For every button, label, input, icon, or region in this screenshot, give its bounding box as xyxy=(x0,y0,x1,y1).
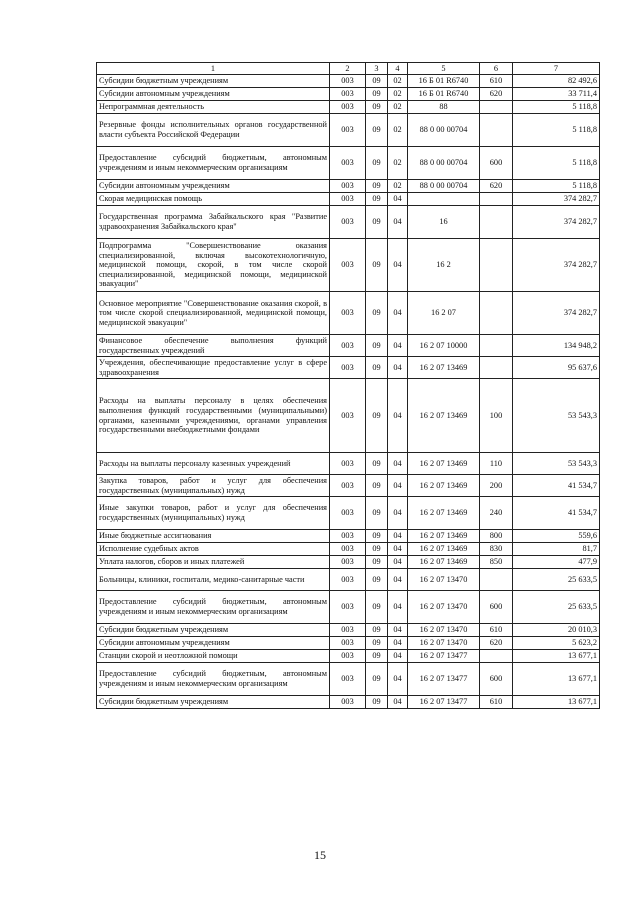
budget-table xyxy=(96,62,600,709)
row-value-cell: 09 xyxy=(366,624,388,637)
row-value-cell: 09 xyxy=(366,114,388,147)
row-value-cell: 09 xyxy=(366,591,388,624)
row-value-cell xyxy=(480,206,513,239)
header-cell: 4 xyxy=(388,63,408,75)
row-name-cell: Предоставление субсидий бюджетным, автономным учреждениям и иным некоммерческим организациям xyxy=(97,663,330,696)
row-name-cell: Резервные фонды исполнительных органов государственной власти субъекта Российской Федерации xyxy=(97,114,330,147)
row-value-cell: 13 677,1 xyxy=(513,650,600,663)
table-row xyxy=(97,663,600,696)
row-value-cell: 16 2 07 13469 xyxy=(408,453,480,475)
row-value-cell: 04 xyxy=(388,497,408,530)
row-value-cell: 003 xyxy=(330,206,366,239)
row-value-cell: 16 Б 01 R6740 xyxy=(408,75,480,88)
row-value-cell: 620 xyxy=(480,88,513,101)
row-value-cell: 02 xyxy=(388,114,408,147)
row-value-cell: 003 xyxy=(330,624,366,637)
row-name-cell: Финансовое обеспечение выполнения функций государственных учреждений xyxy=(97,335,330,357)
row-value-cell: 610 xyxy=(480,624,513,637)
row-value-cell: 04 xyxy=(388,650,408,663)
row-value-cell: 09 xyxy=(366,357,388,379)
row-value-cell: 95 637,6 xyxy=(513,357,600,379)
row-value-cell: 003 xyxy=(330,530,366,543)
row-name-cell: Уплата налогов, сборов и иных платежей xyxy=(97,556,330,569)
row-name-cell: Субсидии автономным учреждениям xyxy=(97,180,330,193)
row-value-cell xyxy=(480,335,513,357)
row-value-cell: 09 xyxy=(366,239,388,292)
row-value-cell: 559,6 xyxy=(513,530,600,543)
row-name-cell: Предоставление субсидий бюджетным, автономным учреждениям и иным некоммерческим организациям xyxy=(97,591,330,624)
table-row xyxy=(97,453,600,475)
row-value-cell: 16 2 07 13470 xyxy=(408,569,480,591)
table-row xyxy=(97,696,600,709)
row-value-cell: 16 2 07 13469 xyxy=(408,556,480,569)
row-value-cell: 09 xyxy=(366,543,388,556)
row-value-cell: 003 xyxy=(330,379,366,453)
row-value-cell: 003 xyxy=(330,357,366,379)
row-value-cell: 16 2 07 10000 xyxy=(408,335,480,357)
row-value-cell: 003 xyxy=(330,475,366,497)
row-name-cell: Субсидии бюджетным учреждениям xyxy=(97,75,330,88)
table-row xyxy=(97,379,600,453)
row-value-cell: 04 xyxy=(388,292,408,335)
row-value-cell: 374 282,7 xyxy=(513,292,600,335)
row-name-cell: Больницы, клиники, госпитали, медико-санитарные части xyxy=(97,569,330,591)
row-value-cell: 16 2 07 13469 xyxy=(408,543,480,556)
row-name-cell: Подпрограмма "Совершенствование оказания специализированной, включая высокотехнологичную, медицинской помощи, скорой, в том числе скорой специализированной, медицинской помощи, медицинской эвакуации" xyxy=(97,239,330,292)
row-value-cell: 53 543,3 xyxy=(513,453,600,475)
page-number: 15 xyxy=(314,848,326,862)
row-value-cell: 09 xyxy=(366,696,388,709)
row-value-cell: 88 0 00 00704 xyxy=(408,147,480,180)
row-value-cell: 100 xyxy=(480,379,513,453)
row-value-cell: 830 xyxy=(480,543,513,556)
row-value-cell: 003 xyxy=(330,88,366,101)
row-value-cell: 374 282,7 xyxy=(513,206,600,239)
row-name-cell: Станции скорой и неотложной помощи xyxy=(97,650,330,663)
row-value-cell: 610 xyxy=(480,696,513,709)
row-value-cell: 5 118,8 xyxy=(513,114,600,147)
row-value-cell: 13 677,1 xyxy=(513,696,600,709)
header-cell: 7 xyxy=(513,63,600,75)
row-value-cell: 16 2 07 13469 xyxy=(408,379,480,453)
row-value-cell: 09 xyxy=(366,650,388,663)
table-body xyxy=(97,63,600,709)
row-value-cell: 04 xyxy=(388,556,408,569)
row-value-cell: 5 118,8 xyxy=(513,101,600,114)
row-value-cell: 09 xyxy=(366,530,388,543)
row-value-cell: 200 xyxy=(480,475,513,497)
row-value-cell: 003 xyxy=(330,292,366,335)
table-row xyxy=(97,497,600,530)
table-row xyxy=(97,591,600,624)
row-value-cell: 003 xyxy=(330,591,366,624)
row-value-cell: 003 xyxy=(330,75,366,88)
row-value-cell: 04 xyxy=(388,475,408,497)
header-cell: 5 xyxy=(408,63,480,75)
table-row xyxy=(97,475,600,497)
table-row xyxy=(97,335,600,357)
row-name-cell: Субсидии бюджетным учреждениям xyxy=(97,696,330,709)
row-value-cell: 04 xyxy=(388,357,408,379)
row-value-cell: 003 xyxy=(330,335,366,357)
row-value-cell xyxy=(480,292,513,335)
row-value-cell: 04 xyxy=(388,206,408,239)
row-value-cell xyxy=(480,650,513,663)
row-value-cell: 16 2 07 13469 xyxy=(408,475,480,497)
row-value-cell: 850 xyxy=(480,556,513,569)
row-name-cell: Расходы на выплаты персоналу в целях обеспечения выполнения функций государственными (муниципальными) органами, казенными учреждениями, органами управления государственными внебюджетными фондами xyxy=(97,379,330,453)
row-value-cell: 800 xyxy=(480,530,513,543)
row-value-cell: 620 xyxy=(480,180,513,193)
row-name-cell: Учреждения, обеспечивающие предоставление услуг в сфере здравоохранения xyxy=(97,357,330,379)
row-value-cell: 134 948,2 xyxy=(513,335,600,357)
row-value-cell: 16 2 07 13477 xyxy=(408,650,480,663)
row-value-cell: 09 xyxy=(366,101,388,114)
row-value-cell: 04 xyxy=(388,591,408,624)
row-value-cell: 003 xyxy=(330,180,366,193)
row-value-cell: 16 2 07 13470 xyxy=(408,624,480,637)
row-value-cell: 5 623,2 xyxy=(513,637,600,650)
row-value-cell: 240 xyxy=(480,497,513,530)
table-row xyxy=(97,88,600,101)
table-row xyxy=(97,530,600,543)
row-value-cell: 5 118,8 xyxy=(513,180,600,193)
row-value-cell: 16 2 07 13469 xyxy=(408,497,480,530)
row-value-cell xyxy=(480,101,513,114)
row-value-cell: 003 xyxy=(330,497,366,530)
row-value-cell: 02 xyxy=(388,147,408,180)
row-value-cell: 33 711,4 xyxy=(513,88,600,101)
row-value-cell: 003 xyxy=(330,193,366,206)
row-value-cell xyxy=(480,114,513,147)
row-value-cell: 620 xyxy=(480,637,513,650)
row-value-cell: 003 xyxy=(330,696,366,709)
row-value-cell: 610 xyxy=(480,75,513,88)
row-value-cell: 20 010,3 xyxy=(513,624,600,637)
row-value-cell: 374 282,7 xyxy=(513,193,600,206)
header-cell: 3 xyxy=(366,63,388,75)
table-row xyxy=(97,637,600,650)
table-row xyxy=(97,193,600,206)
row-value-cell: 88 0 00 00704 xyxy=(408,180,480,193)
row-value-cell: 04 xyxy=(388,624,408,637)
row-value-cell: 374 282,7 xyxy=(513,239,600,292)
row-value-cell: 09 xyxy=(366,88,388,101)
row-name-cell: Расходы на выплаты персоналу казенных учреждений xyxy=(97,453,330,475)
table-row xyxy=(97,206,600,239)
row-value-cell: 04 xyxy=(388,543,408,556)
row-value-cell: 09 xyxy=(366,497,388,530)
row-value-cell: 41 534,7 xyxy=(513,497,600,530)
table-row xyxy=(97,569,600,591)
row-name-cell: Иные бюджетные ассигнования xyxy=(97,530,330,543)
table-row xyxy=(97,543,600,556)
row-value-cell: 600 xyxy=(480,147,513,180)
table-header-row xyxy=(97,63,600,75)
row-name-cell: Непрограммная деятельность xyxy=(97,101,330,114)
row-name-cell: Основное мероприятие "Совершенствование оказания скорой, в том числе скорой специализированной, медицинской помощи, медицинской эвакуации" xyxy=(97,292,330,335)
row-value-cell: 88 xyxy=(408,101,480,114)
header-cell: 6 xyxy=(480,63,513,75)
table-row xyxy=(97,101,600,114)
row-value-cell: 09 xyxy=(366,147,388,180)
row-value-cell: 04 xyxy=(388,663,408,696)
table-row xyxy=(97,75,600,88)
row-name-cell: Предоставление субсидий бюджетным, автономным учреждениям и иным некоммерческим организациям xyxy=(97,147,330,180)
row-value-cell xyxy=(480,569,513,591)
row-name-cell: Субсидии бюджетным учреждениям xyxy=(97,624,330,637)
row-value-cell xyxy=(480,357,513,379)
row-value-cell: 003 xyxy=(330,101,366,114)
table-row xyxy=(97,114,600,147)
row-value-cell: 09 xyxy=(366,637,388,650)
header-cell: 1 xyxy=(97,63,330,75)
row-value-cell: 04 xyxy=(388,193,408,206)
row-value-cell: 04 xyxy=(388,569,408,591)
table-row xyxy=(97,147,600,180)
row-value-cell: 09 xyxy=(366,663,388,696)
row-value-cell: 16 xyxy=(408,206,480,239)
row-value-cell: 09 xyxy=(366,569,388,591)
row-value-cell: 53 543,3 xyxy=(513,379,600,453)
row-value-cell: 09 xyxy=(366,453,388,475)
row-value-cell: 600 xyxy=(480,663,513,696)
row-value-cell: 003 xyxy=(330,637,366,650)
row-value-cell: 09 xyxy=(366,292,388,335)
row-value-cell: 16 Б 01 R6740 xyxy=(408,88,480,101)
row-name-cell: Иные закупки товаров, работ и услуг для обеспечения государственных (муниципальных) нужд xyxy=(97,497,330,530)
row-value-cell xyxy=(408,193,480,206)
row-value-cell: 16 2 07 13477 xyxy=(408,696,480,709)
row-value-cell: 003 xyxy=(330,147,366,180)
row-value-cell: 13 677,1 xyxy=(513,663,600,696)
row-value-cell: 003 xyxy=(330,114,366,147)
table-row xyxy=(97,239,600,292)
row-value-cell: 88 0 00 00704 xyxy=(408,114,480,147)
row-value-cell: 09 xyxy=(366,75,388,88)
row-value-cell: 09 xyxy=(366,206,388,239)
row-value-cell: 16 2 07 13477 xyxy=(408,663,480,696)
row-value-cell xyxy=(480,193,513,206)
row-name-cell: Государственная программа Забайкальского края "Развитие здравоохранения Забайкальского края" xyxy=(97,206,330,239)
row-name-cell: Исполнение судебных актов xyxy=(97,543,330,556)
row-value-cell: 09 xyxy=(366,475,388,497)
row-value-cell: 003 xyxy=(330,663,366,696)
table-row xyxy=(97,180,600,193)
row-value-cell: 16 2 07 xyxy=(408,292,480,335)
row-value-cell: 04 xyxy=(388,239,408,292)
row-name-cell: Субсидии автономным учреждениям xyxy=(97,88,330,101)
row-value-cell: 82 492,6 xyxy=(513,75,600,88)
row-value-cell: 02 xyxy=(388,101,408,114)
row-value-cell: 09 xyxy=(366,193,388,206)
row-value-cell: 25 633,5 xyxy=(513,569,600,591)
row-name-cell: Субсидии автономным учреждениям xyxy=(97,637,330,650)
table-row xyxy=(97,624,600,637)
row-value-cell: 600 xyxy=(480,591,513,624)
table-row xyxy=(97,292,600,335)
row-value-cell: 09 xyxy=(366,379,388,453)
table-row xyxy=(97,357,600,379)
row-value-cell: 04 xyxy=(388,453,408,475)
row-value-cell: 003 xyxy=(330,543,366,556)
row-value-cell: 04 xyxy=(388,696,408,709)
row-value-cell: 04 xyxy=(388,379,408,453)
row-value-cell: 04 xyxy=(388,637,408,650)
row-value-cell xyxy=(480,239,513,292)
row-name-cell: Скорая медицинская помощь xyxy=(97,193,330,206)
table-row xyxy=(97,556,600,569)
row-value-cell: 16 2 xyxy=(408,239,480,292)
row-value-cell: 16 2 07 13470 xyxy=(408,591,480,624)
header-cell: 2 xyxy=(330,63,366,75)
row-value-cell: 477,9 xyxy=(513,556,600,569)
row-name-cell: Закупка товаров, работ и услуг для обеспечения государственных (муниципальных) нужд xyxy=(97,475,330,497)
row-value-cell: 003 xyxy=(330,239,366,292)
row-value-cell: 02 xyxy=(388,180,408,193)
budget-table-container xyxy=(96,62,599,709)
row-value-cell: 41 534,7 xyxy=(513,475,600,497)
row-value-cell: 81,7 xyxy=(513,543,600,556)
table-row xyxy=(97,650,600,663)
row-value-cell: 09 xyxy=(366,335,388,357)
row-value-cell: 16 2 07 13470 xyxy=(408,637,480,650)
row-value-cell: 02 xyxy=(388,88,408,101)
row-value-cell: 003 xyxy=(330,569,366,591)
row-value-cell: 5 118,8 xyxy=(513,147,600,180)
row-value-cell: 16 2 07 13469 xyxy=(408,530,480,543)
row-value-cell: 02 xyxy=(388,75,408,88)
row-value-cell: 003 xyxy=(330,556,366,569)
row-value-cell: 04 xyxy=(388,530,408,543)
row-value-cell: 25 633,5 xyxy=(513,591,600,624)
row-value-cell: 09 xyxy=(366,556,388,569)
row-value-cell: 003 xyxy=(330,650,366,663)
row-value-cell: 04 xyxy=(388,335,408,357)
row-value-cell: 110 xyxy=(480,453,513,475)
row-value-cell: 16 2 07 13469 xyxy=(408,357,480,379)
row-value-cell: 09 xyxy=(366,180,388,193)
row-value-cell: 003 xyxy=(330,453,366,475)
